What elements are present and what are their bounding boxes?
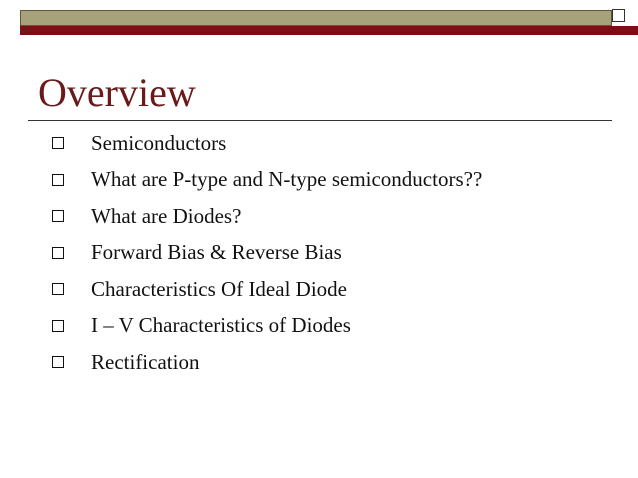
header-band-olive bbox=[20, 10, 612, 26]
bullet-list bbox=[52, 125, 482, 381]
list-item bbox=[52, 235, 482, 272]
hollow-square-icon bbox=[52, 356, 64, 368]
slide-title: Overview bbox=[38, 70, 196, 115]
hollow-square-icon bbox=[52, 174, 64, 186]
list-item-text: Characteristics Of Ideal Diode bbox=[91, 276, 347, 301]
list-item-text: What are P-type and N-type semiconductors?? bbox=[91, 167, 483, 192]
hollow-square-icon bbox=[52, 283, 64, 295]
hollow-square-icon bbox=[52, 210, 64, 222]
list-item bbox=[52, 162, 482, 199]
list-item bbox=[52, 198, 482, 235]
list-item bbox=[52, 271, 482, 308]
list-item-text: Semiconductors bbox=[91, 130, 227, 155]
list-item bbox=[52, 344, 482, 381]
hollow-square-icon bbox=[52, 320, 64, 332]
list-item-text: Rectification bbox=[91, 349, 200, 374]
list-item-text: Forward Bias & Reverse Bias bbox=[91, 240, 342, 265]
list-item bbox=[52, 308, 482, 345]
hollow-square-icon bbox=[52, 137, 64, 149]
header-band-maroon bbox=[20, 26, 638, 35]
list-item bbox=[52, 125, 482, 162]
list-item-text: What are Diodes? bbox=[91, 203, 242, 228]
corner-square-icon bbox=[612, 9, 625, 22]
hollow-square-icon bbox=[52, 247, 64, 259]
list-item-text: I – V Characteristics of Diodes bbox=[91, 313, 351, 338]
title-divider bbox=[28, 120, 612, 121]
